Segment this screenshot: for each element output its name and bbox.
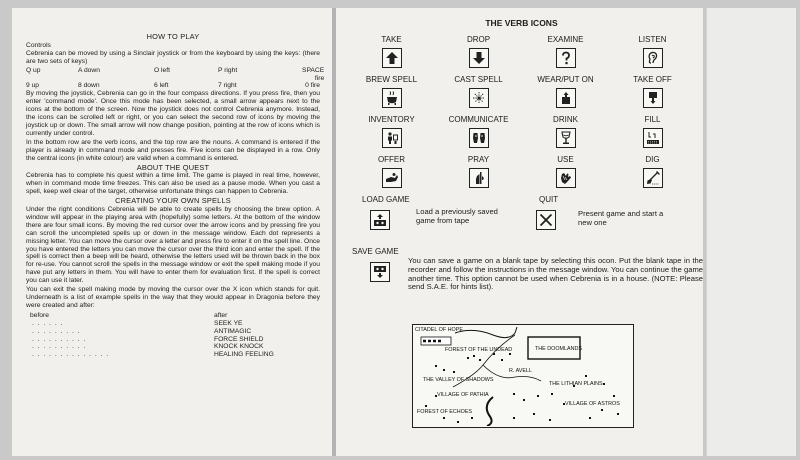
spell-before: . . . . . . . . . xyxy=(32,327,81,335)
map-label-astros: VILLAGE OF ASTROS xyxy=(565,401,620,407)
spell-examples-table xyxy=(26,312,320,359)
spell-row xyxy=(26,320,320,328)
verb-pray[interactable] xyxy=(435,155,522,188)
key-fire-alt: 0 fire xyxy=(305,82,320,90)
shovel-icon xyxy=(643,168,663,188)
load-game-label: LOAD GAME xyxy=(362,195,410,204)
map-label-forest-undead: FOREST OF THE UNDEAD xyxy=(445,347,513,353)
jug-icon xyxy=(643,128,663,148)
key-up: Q up xyxy=(26,66,41,74)
tunic-icon xyxy=(556,88,576,108)
spell-before: . . . . . . . . . . xyxy=(32,335,87,343)
how-to-play-heading: HOW TO PLAY xyxy=(146,32,200,41)
load-game-desc: Load a previously saved game from tape xyxy=(416,207,498,225)
ear-icon xyxy=(643,48,663,68)
key-right-alt: 7 right xyxy=(218,82,237,90)
spell-after: HEALING FEELING xyxy=(214,351,274,359)
map-drawing xyxy=(413,325,632,426)
load-tape-icon[interactable] xyxy=(370,210,390,230)
spell-row xyxy=(26,351,320,359)
map-label-lithian: THE LITHIAN PLAINS xyxy=(549,381,603,387)
save-game-row xyxy=(348,247,703,298)
quit-label: QUIT xyxy=(539,195,559,204)
x-box-icon[interactable] xyxy=(536,210,556,230)
verb-take-off[interactable] xyxy=(609,75,696,108)
inventory-icon xyxy=(382,128,402,148)
verb-label: LISTEN xyxy=(638,35,667,44)
verb-label: OFFER xyxy=(377,155,406,164)
map-label-river: R. AVELL xyxy=(509,368,532,374)
map-label-valley: THE VALLEY OF SHADOWS xyxy=(423,377,494,383)
spell-before: . . . . . . xyxy=(32,319,64,327)
controls-label: Controls xyxy=(26,41,51,49)
save-game-label: SAVE GAME xyxy=(352,247,399,256)
left-page xyxy=(12,8,332,456)
sparkle-icon xyxy=(469,88,489,108)
map-label-citadel: CITADEL OF HOPE xyxy=(415,327,463,333)
how-to-play-para-1: By moving the joystick, Cebrenia can go in the four compass directions. If you press fire, then you enter 'command mode'. Once this mode has been selected, a small arrow appears next to the icons at the bottom of the screen. Now the joystick does not control Cebrenia anymore. Instead, the icons can be scrolled left or right, or you can select the second row of icons by moving the joystick up or down. The small arrow will now change position, pointing at the row of icons which is currently under control. xyxy=(26,90,320,137)
verb-icons-title: THE VERB ICONS xyxy=(485,18,558,28)
verb-take[interactable] xyxy=(348,35,435,68)
keys-row-1 xyxy=(26,66,325,83)
key-down: A down xyxy=(78,66,100,74)
col-after: after xyxy=(214,311,228,319)
about-quest-heading: ABOUT THE QUEST xyxy=(136,162,210,172)
key-up-alt: 9 up xyxy=(26,82,40,90)
spell-before: . . . . . . . . . . . . . . xyxy=(32,351,110,359)
cover-flap xyxy=(706,8,796,456)
key-left-alt: 6 left xyxy=(154,82,169,90)
key-fire: SPACE fire xyxy=(302,66,325,82)
verb-use[interactable] xyxy=(522,155,609,188)
key-down-alt: 8 down xyxy=(78,82,100,90)
pray-icon xyxy=(469,168,489,188)
save-game-desc: You can save a game on a blank tape by selecting this ocon. Put the blank tape in the recorder and follow the instructions in the message window. You can continue the game another time. This option cannot be used when Cebrenia is in a house. (NOTE: Please send S.A.E. for hints list). xyxy=(408,256,703,292)
spell-after: ANTIMAGIC xyxy=(214,327,252,335)
arrow-down-icon xyxy=(469,48,489,68)
verb-examine[interactable] xyxy=(522,35,609,68)
creating-spells-text-2: You can exit the spell making mode by moving the cursor over the X icon which stands for quit. Underneath is a list of example spells in the way that they would appear in Dragonia before they were created and after: xyxy=(26,286,320,309)
arrow-up-icon xyxy=(382,48,402,68)
faces-icon xyxy=(469,128,489,148)
question-mark-icon xyxy=(556,48,576,68)
verb-label: PRAY xyxy=(467,155,490,164)
verb-wear-put-on[interactable] xyxy=(522,75,609,108)
map-icon xyxy=(412,324,634,428)
verb-dig[interactable] xyxy=(609,155,696,188)
verb-label: INVENTORY xyxy=(368,115,415,124)
verb-drink[interactable] xyxy=(522,115,609,148)
verb-label: DROP xyxy=(466,35,491,44)
verb-label: COMMUNICATE xyxy=(448,115,509,124)
verb-label: DRINK xyxy=(553,115,578,124)
verb-label: CAST SPELL xyxy=(454,75,503,84)
verb-fill[interactable] xyxy=(609,115,696,148)
save-tape-icon[interactable] xyxy=(370,262,390,282)
goblet-icon xyxy=(556,128,576,148)
how-to-play-para-2: In the bottom row are the verb icons, and the top row are the nouns. A command is entered if the player is already in command mode and presses fire. Five icons can be displayed in a row. Only the central icons (in white colour) are valid when a command is entered. xyxy=(26,138,320,162)
quit-desc: Present game and start a new one xyxy=(578,209,664,227)
verb-brew-spell[interactable] xyxy=(348,75,435,108)
spell-table-header xyxy=(26,312,320,320)
verb-label: FILL xyxy=(644,115,661,124)
map-label-echoes: FOREST OF ECHOES xyxy=(417,409,473,415)
verb-label: WEAR/PUT ON xyxy=(537,75,594,84)
verb-label: USE xyxy=(557,155,574,164)
key-right: P right xyxy=(218,66,238,74)
creating-spells-text-1: Under the right conditions Cebrenia will be able to create spells by choosing the brew option. A window will appear in the playing area with (hopefully) some letters. At the bottom of the window there are four small icons. By moving the red cursor over the arrow icons and by pressing fire you can scroll the uncompleted spells up or down in the message window. Each dot represents a missing letter. You can move the cursor over a letter and press fire to enter it on the spell line. Once you have entered the letters you can move the cursor over the third icon and enter the spell. If the spell is correct then a beep will be heard, otherwise the letters used will be thrown back in the box for re-use. You cannot scroll the spells in the message window or exit the spell making mode if you have put any letters in them. You will have to enter them for evaluation first. If the spell is correct you can use it later. xyxy=(26,206,320,285)
verb-cast-spell[interactable] xyxy=(435,75,522,108)
spell-row xyxy=(26,343,320,351)
verb-label: BREW SPELL xyxy=(365,75,418,84)
about-quest-text: Cebrenia has to complete his quest within a time limit. The game is played in real time, however, when in command mode time freezes. This can also be used as a pause mode. When you cast a spell, keep well clear of the target, otherwise unfortunate things can happen to Cebrenia. xyxy=(26,172,320,196)
spell-row xyxy=(26,328,320,336)
verb-communicate[interactable] xyxy=(435,115,522,148)
hand-use-icon xyxy=(556,168,576,188)
map-label-doomlands: THE DOOMLANDS xyxy=(535,346,583,352)
spell-after: SEEK YE xyxy=(214,319,243,327)
map-label-pathia: VILLAGE OF PATHIA xyxy=(437,392,489,398)
verb-inventory[interactable] xyxy=(348,115,435,148)
cauldron-icon xyxy=(382,88,402,108)
controls-text: Cebrenia can be moved by using a Sinclair joystick or from the keyboard by using the keys: (there are two sets of keys) xyxy=(26,49,320,65)
verb-offer[interactable] xyxy=(348,155,435,188)
verb-label: TAKE OFF xyxy=(633,75,672,84)
verb-label: EXAMINE xyxy=(547,35,584,44)
verb-label: DIG xyxy=(645,155,660,164)
tunic-remove-icon xyxy=(643,88,663,108)
verb-label: TAKE xyxy=(381,35,402,44)
spell-row xyxy=(26,336,320,344)
hand-offer-icon xyxy=(382,168,402,188)
load-quit-row xyxy=(348,196,695,248)
spell-after: KNOCK KNOCK xyxy=(214,343,264,351)
verb-icons-grid xyxy=(348,35,695,188)
verb-drop[interactable] xyxy=(435,35,522,68)
verb-listen[interactable] xyxy=(609,35,696,68)
keys-row-2 xyxy=(26,82,320,90)
creating-spells-heading: CREATING YOUR OWN SPELLS xyxy=(115,196,231,206)
spell-before: . . . . . . . . . . xyxy=(32,343,87,351)
spell-after: FORCE SHIELD xyxy=(214,335,264,343)
key-left: O left xyxy=(154,66,170,74)
col-before: before xyxy=(30,311,49,319)
